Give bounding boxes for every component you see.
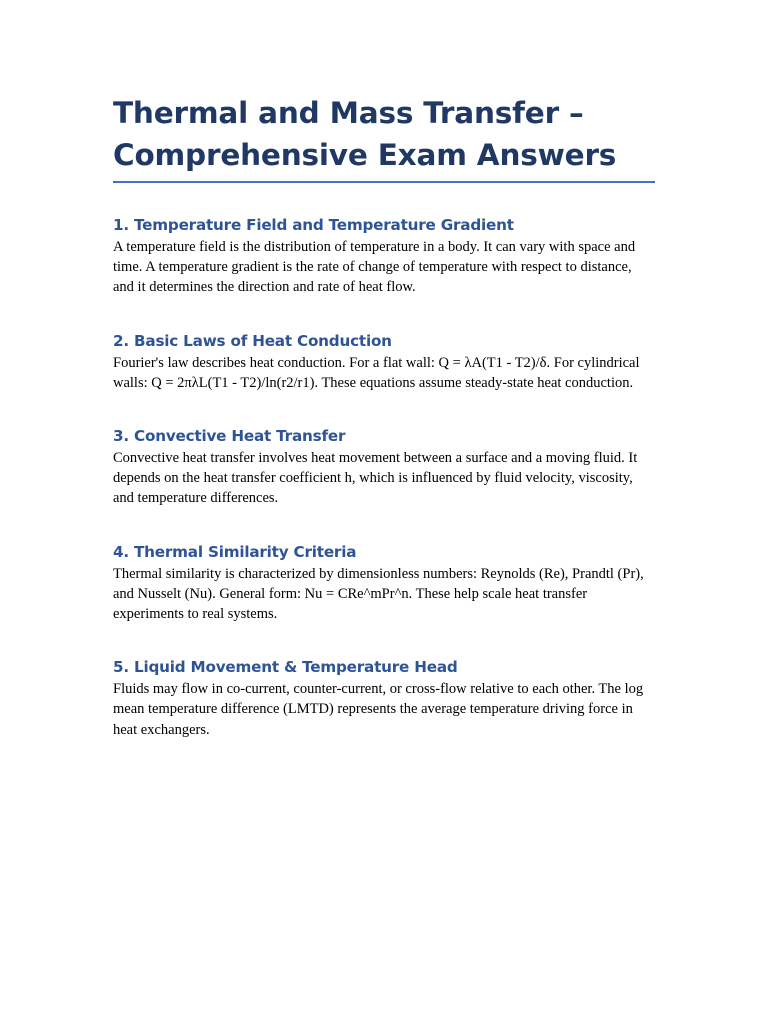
section-body: Convective heat transfer involves heat movement between a surface and a moving fluid. It depends on the heat transfer coefficient h, which is influenced by fluid velocity, viscosity, and temperature differences.	[113, 450, 638, 507]
section-heading: 1. Temperature Field and Temperature Gradient	[113, 216, 514, 234]
document-title	[113, 92, 655, 183]
document-title-line-2: Comprehensive Exam Answers	[113, 138, 617, 172]
section-body: Thermal similarity is characterized by dimensionless numbers: Reynolds (Re), Prandtl (Pr), and Nusselt (Nu). General form: Nu = CRe^mPr^n. These help scale heat transfer experiments to real systems.	[113, 565, 644, 623]
section-heading: 3. Convective Heat Transfer	[113, 427, 346, 446]
section-thermal-similarity	[113, 542, 655, 625]
section-body: Fluids may flow in co-current, counter-current, or cross-flow relative to each other. The log mean temperature difference (LMTD) represents the average temperature driving force in heat exchangers.	[113, 681, 644, 738]
document-title-line-1: Thermal and Mass Transfer –	[113, 96, 584, 130]
document-page	[113, 92, 655, 740]
section-body: Fourier's law describes heat conduction. For a flat wall: Q = λA(T1 - T2)/δ. For cylindrical walls: Q = 2πλL(T1 - T2)/ln(r2/r1). These equations assume steady-state heat conduction.	[113, 354, 640, 391]
section-temperature-field	[113, 215, 655, 298]
section-heading: 4. Thermal Similarity Criteria	[113, 542, 357, 561]
section-convective-heat-transfer	[113, 426, 655, 509]
section-liquid-movement	[113, 657, 655, 740]
section-heading: 5. Liquid Movement & Temperature Head	[113, 658, 458, 677]
section-body: A temperature field is the distribution of temperature in a body. It can vary with space and time. A temperature gradient is the rate of change of temperature with respect to distance, and it determines the direction and rate of heat flow.	[113, 239, 636, 296]
section-heat-conduction	[113, 331, 655, 393]
section-heading: 2. Basic Laws of Heat Conduction	[113, 331, 392, 350]
